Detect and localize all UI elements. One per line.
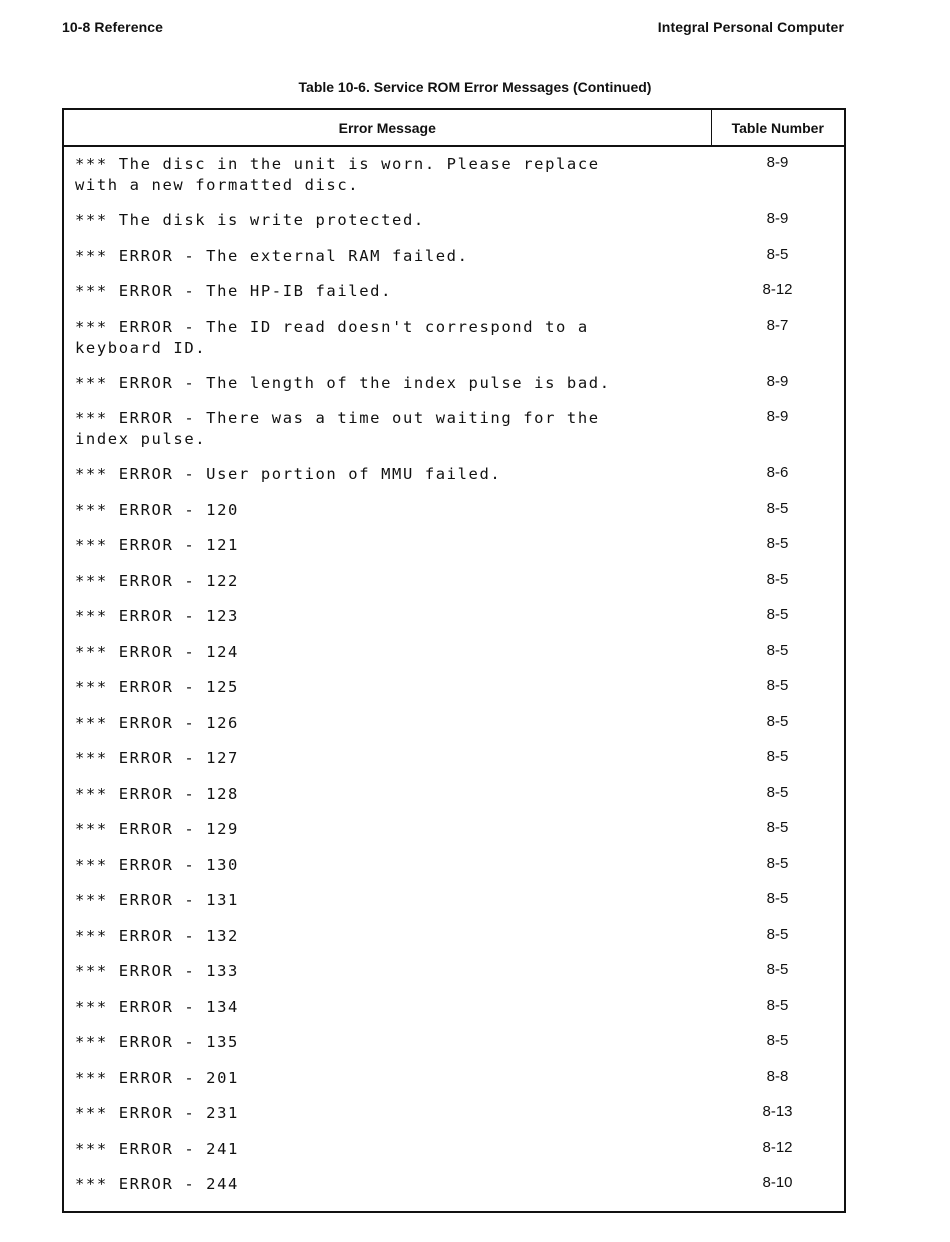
table-number-cell: 8-9 (766, 372, 789, 390)
table-number-cell: 8-5 (766, 1032, 789, 1049)
error-message-cell: *** ERROR - The ID read doesn't correspond to a keyboard ID. (75, 317, 589, 357)
table-row (63, 1132, 845, 1168)
table-row (63, 883, 845, 919)
table-row (63, 203, 845, 239)
error-message-cell: *** ERROR - There was a time out waiting for the index pulse. (75, 409, 600, 448)
error-message-cell: *** ERROR - 131 (75, 891, 239, 909)
table-row (63, 1061, 845, 1097)
table-number-cell: 8-12 (762, 1138, 793, 1156)
table-row (63, 146, 845, 203)
table-row (63, 706, 845, 742)
table-row (63, 1167, 845, 1212)
error-message-cell: *** ERROR - 132 (75, 926, 239, 945)
error-message-cell: *** ERROR - 135 (75, 1033, 239, 1051)
table-row (63, 528, 845, 564)
table-number-cell: 8-5 (766, 535, 789, 552)
column-header-table-number: Table Number (711, 109, 845, 146)
table-number-cell: 8-9 (766, 154, 789, 171)
error-message-cell: *** ERROR - 244 (75, 1175, 239, 1193)
table-row (63, 239, 845, 275)
table-number-cell: 8-5 (766, 996, 789, 1014)
error-message-cell: *** ERROR - 241 (75, 1139, 239, 1158)
error-message-cell: *** ERROR - 126 (75, 713, 239, 732)
table-caption: Table 10-6. Service ROM Error Messages (Continued) (298, 79, 652, 95)
table-row (63, 564, 845, 600)
table-number-cell: 8-5 (766, 606, 789, 623)
error-message-cell: *** The disc in the unit is worn. Please replace with a new formatted disc. (75, 155, 600, 194)
table-number-cell: 8-5 (766, 641, 789, 659)
table-row (63, 990, 845, 1026)
table-row (63, 366, 845, 402)
error-message-cell: *** ERROR - 129 (75, 820, 239, 838)
error-message-cell: *** ERROR - 121 (75, 536, 239, 554)
error-message-cell: *** The disk is write protected. (75, 211, 425, 229)
table-row (63, 1025, 845, 1061)
error-message-cell: *** ERROR - 128 (75, 784, 239, 803)
error-message-cell: *** ERROR - 125 (75, 678, 239, 696)
table-body (63, 146, 845, 1212)
column-header-error-message: Error Message (63, 109, 711, 146)
table-number-cell: 8-7 (766, 316, 789, 334)
table-number-cell: 8-5 (766, 819, 789, 836)
table-number-cell: 8-5 (766, 712, 789, 730)
table-row (63, 493, 845, 529)
error-message-cell: *** ERROR - 130 (75, 855, 239, 874)
error-message-cell: *** ERROR - User portion of MMU failed. (75, 465, 502, 483)
error-message-cell: *** ERROR - 231 (75, 1104, 239, 1122)
error-message-cell: *** ERROR - 201 (75, 1068, 239, 1087)
error-message-cell: *** ERROR - The HP-IB failed. (75, 282, 393, 300)
table-number-cell: 8-5 (766, 925, 789, 943)
error-message-cell: *** ERROR - 120 (75, 500, 239, 519)
error-message-cell: *** ERROR - 133 (75, 962, 239, 980)
table-row (63, 919, 845, 955)
table-row (63, 1096, 845, 1132)
table-row (63, 848, 845, 884)
table-row (63, 777, 845, 813)
table-row (63, 599, 845, 635)
table-number-cell: 8-13 (762, 1103, 793, 1120)
table-number-cell: 8-5 (766, 677, 789, 694)
running-head-right: Integral Personal Computer (657, 19, 844, 35)
table-header-row (63, 109, 845, 146)
table-number-cell: 8-9 (766, 408, 789, 425)
error-message-cell: *** ERROR - 134 (75, 997, 239, 1016)
table-row (63, 401, 845, 457)
table-number-cell: 8-6 (766, 464, 789, 481)
error-message-cell: *** ERROR - 122 (75, 571, 239, 590)
table-number-cell: 8-12 (762, 281, 793, 298)
table-number-cell: 8-5 (766, 499, 789, 517)
error-message-cell: *** ERROR - The external RAM failed. (75, 246, 469, 265)
table-number-cell: 8-5 (766, 854, 789, 872)
table-row (63, 741, 845, 777)
table-number-cell: 8-5 (766, 748, 789, 765)
table-number-cell: 8-9 (766, 210, 789, 227)
table-number-cell: 8-10 (762, 1174, 793, 1191)
error-message-cell: *** ERROR - 123 (75, 607, 239, 625)
table-row (63, 954, 845, 990)
table-number-cell: 8-5 (766, 961, 789, 978)
error-message-cell: *** ERROR - 127 (75, 749, 239, 767)
table-row (63, 670, 845, 706)
table-number-cell: 8-5 (766, 570, 789, 588)
table-number-cell: 8-5 (766, 245, 789, 263)
table-row (63, 310, 845, 366)
running-head-left: 10-8 Reference (62, 19, 164, 35)
error-message-cell: *** ERROR - 124 (75, 642, 239, 661)
table-row (63, 812, 845, 848)
table-row (63, 274, 845, 310)
table-row (63, 635, 845, 671)
error-message-table (62, 108, 846, 1213)
table-row (63, 457, 845, 493)
table-number-cell: 8-5 (766, 890, 789, 907)
table-number-cell: 8-8 (766, 1067, 789, 1085)
table-number-cell: 8-5 (766, 783, 789, 801)
error-message-cell: *** ERROR - The length of the index pulse is bad. (75, 373, 611, 392)
